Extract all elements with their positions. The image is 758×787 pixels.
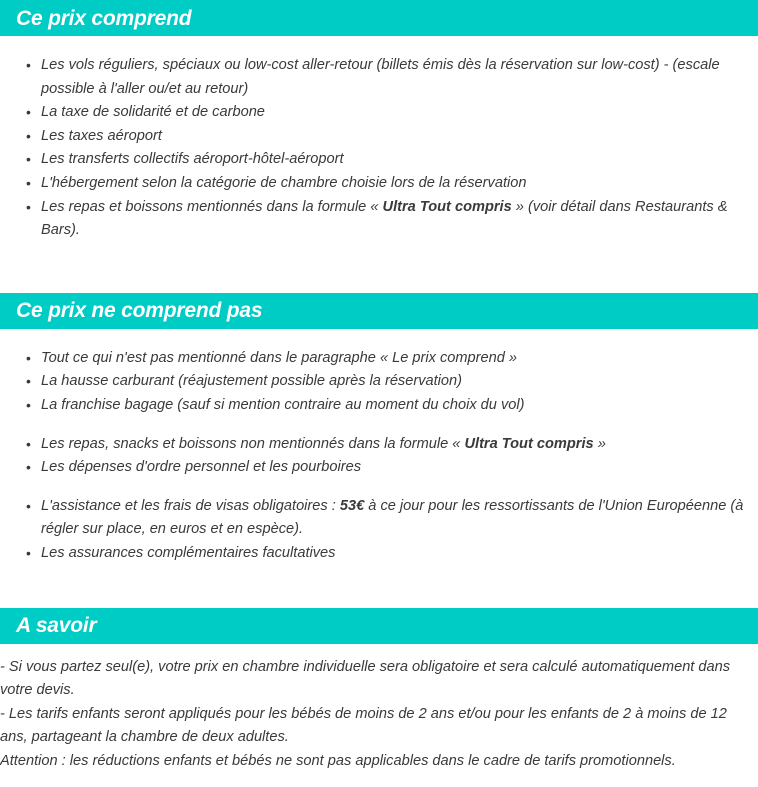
item-text: La franchise bagage (sauf si mention contraire au moment du choix du vol) [41, 396, 525, 413]
section-body-included [0, 54, 758, 243]
item-text: Les assurances complémentaires facultatives [41, 544, 336, 561]
list-item [0, 172, 758, 196]
item-text: La taxe de solidarité et de carbone [41, 104, 265, 121]
section-title-not-included: Ce prix ne comprend pas [16, 299, 263, 323]
item-text: Les repas et boissons mentionnés dans la formule « [41, 198, 383, 215]
emphasis-text: Ultra Tout compris [464, 435, 594, 452]
list-item [0, 394, 758, 418]
item-text: à ce jour pour les ressortissants de l'Union Européenne (à régler sur place, en euros et en espèce). [41, 497, 744, 538]
item-text: La hausse carburant (réajustement possible après la réservation) [41, 373, 463, 390]
section-header-included [0, 0, 758, 36]
section-body-not-included [0, 347, 758, 566]
section-title-included: Ce prix comprend [16, 6, 192, 30]
list-item [0, 148, 758, 172]
list-spacer [0, 418, 758, 433]
good-to-know-body [0, 656, 758, 774]
section-header-not-included [0, 293, 758, 329]
item-text: L'hébergement selon la catégorie de chambre choisie lors de la réservation [41, 174, 527, 191]
list-item [0, 495, 758, 542]
not-included-list [0, 347, 758, 566]
item-text: Les vols réguliers, spéciaux ou low-cost aller-retour (billets émis dès la réservation sur low-cost) - (escale possible à l'aller ou/et au retour) [41, 57, 720, 97]
item-text: » [593, 435, 606, 452]
included-list [0, 54, 758, 243]
list-item [0, 456, 758, 480]
list-item [0, 433, 758, 457]
list-item [0, 54, 758, 101]
spacer-between-section-2-3 [0, 566, 758, 608]
section-title-good-to-know: A savoir [16, 614, 97, 637]
emphasis-text: Ultra Tout compris [382, 198, 512, 215]
item-text: L'assistance et les frais de visas obligatoires : [41, 497, 340, 514]
list-item [0, 196, 758, 243]
list-item [0, 542, 758, 566]
list-item [0, 347, 758, 371]
item-text: » (voir détail dans Restaurants & Bars). [41, 198, 728, 239]
list-item [0, 101, 758, 125]
spacer-after-header-2 [0, 329, 758, 347]
section-header-good-to-know [0, 608, 758, 644]
spacer-after-header-1 [0, 36, 758, 54]
emphasis-text: 53€ [339, 497, 365, 514]
item-text: Les dépenses d'ordre personnel et les pourboires [41, 459, 362, 476]
paragraph: Attention : les réductions enfants et bébés ne sont pas applicables dans le cadre de tarifs promotionnels. [0, 752, 676, 769]
paragraph: - Si vous partez seul(e), votre prix en chambre individuelle sera obligatoire et sera calculé automatiquement dans votre devis. [0, 658, 731, 699]
list-item [0, 125, 758, 149]
list-item [0, 370, 758, 394]
paragraph: - Les tarifs enfants seront appliqués pour les bébés de moins de 2 ans et/ou pour les enfants de 2 à moins de 12 ans, partageant la chambre de deux adultes. [0, 705, 727, 746]
item-text: Les repas, snacks et boissons non mentionnés dans la formule « [41, 435, 465, 452]
list-spacer [0, 480, 758, 495]
spacer-between-section-1-2 [0, 243, 758, 293]
spacer-after-header-3 [0, 644, 758, 656]
item-text: Tout ce qui n'est pas mentionné dans le paragraphe « Le prix comprend » [41, 349, 518, 366]
item-text: Les transferts collectifs aéroport-hôtel-aéroport [41, 151, 344, 168]
item-text: Les taxes aéroport [41, 127, 162, 144]
